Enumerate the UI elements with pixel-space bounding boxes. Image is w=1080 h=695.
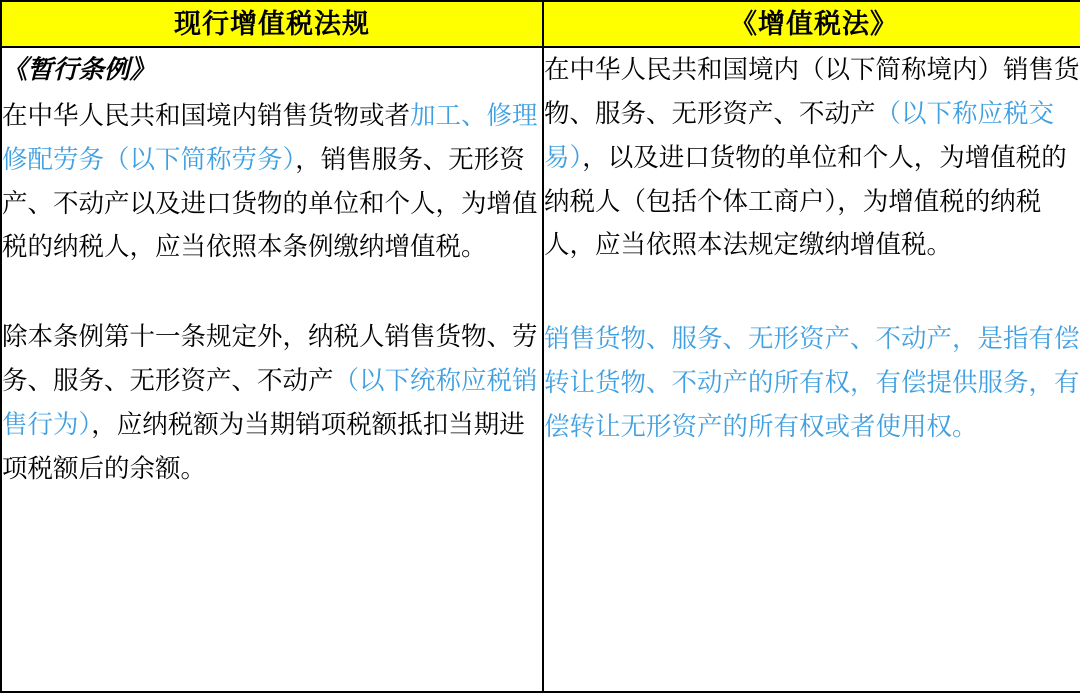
left-p2-seg3: ，应纳税额为当期销项税额抵扣当期进项税额后的余额。 [2,410,525,483]
table-header-row [1,1,1080,47]
right-paragraph-2: 销售货物、服务、无形资产、不动产，是指有偿转让货物、不动产的所有权，有偿提供服务，有偿转让无形资产的所有权或者使用权。 [544,324,1080,442]
left-p1-seg1: 在中华人民共和国境内销售货物或者 [2,100,411,130]
right-p1-seg1: 在中华人民共和国境内（以下简称境内）销售货物、服务、无形资产、不动产 [544,55,1080,128]
left-paragraph-1 [2,48,542,269]
table-body-row [1,47,1080,692]
right-p1-highlight: （以下称应税交易） [544,98,1055,172]
header-vat-law: 《增值税法》 [543,1,1080,47]
left-p1-seg3: ，销售服务、无形资产、不动产以及进口货物的单位和个人，为增值税的纳税人，应当依照本条例缴纳增值税。 [2,144,538,262]
header-current-vat-regulations: 现行增值税法规 [1,1,543,47]
cell-vat-law [543,47,1080,692]
cell-current-regulations [1,47,543,692]
left-p2-seg1: 除本条例第十一条规定外，纳税人销售货物、劳务、服务、无形资产、不动产 [2,322,538,396]
left-paragraph-2 [2,315,542,490]
provisional-regulations-title: 《暂行条例》 [2,55,156,84]
left-p2-highlight: （以下统称应税销售行为） [2,366,538,440]
left-p1-highlight: 加工、修理修配劳务（以下简称劳务） [2,100,538,174]
right-paragraph-1 [544,48,1080,267]
right-p1-seg3: ，以及进口货物的单位和个人，为增值税的纳税人（包括个体工商户），为增值税的纳税人，应当依照本法规定缴纳增值税。 [544,142,1067,260]
